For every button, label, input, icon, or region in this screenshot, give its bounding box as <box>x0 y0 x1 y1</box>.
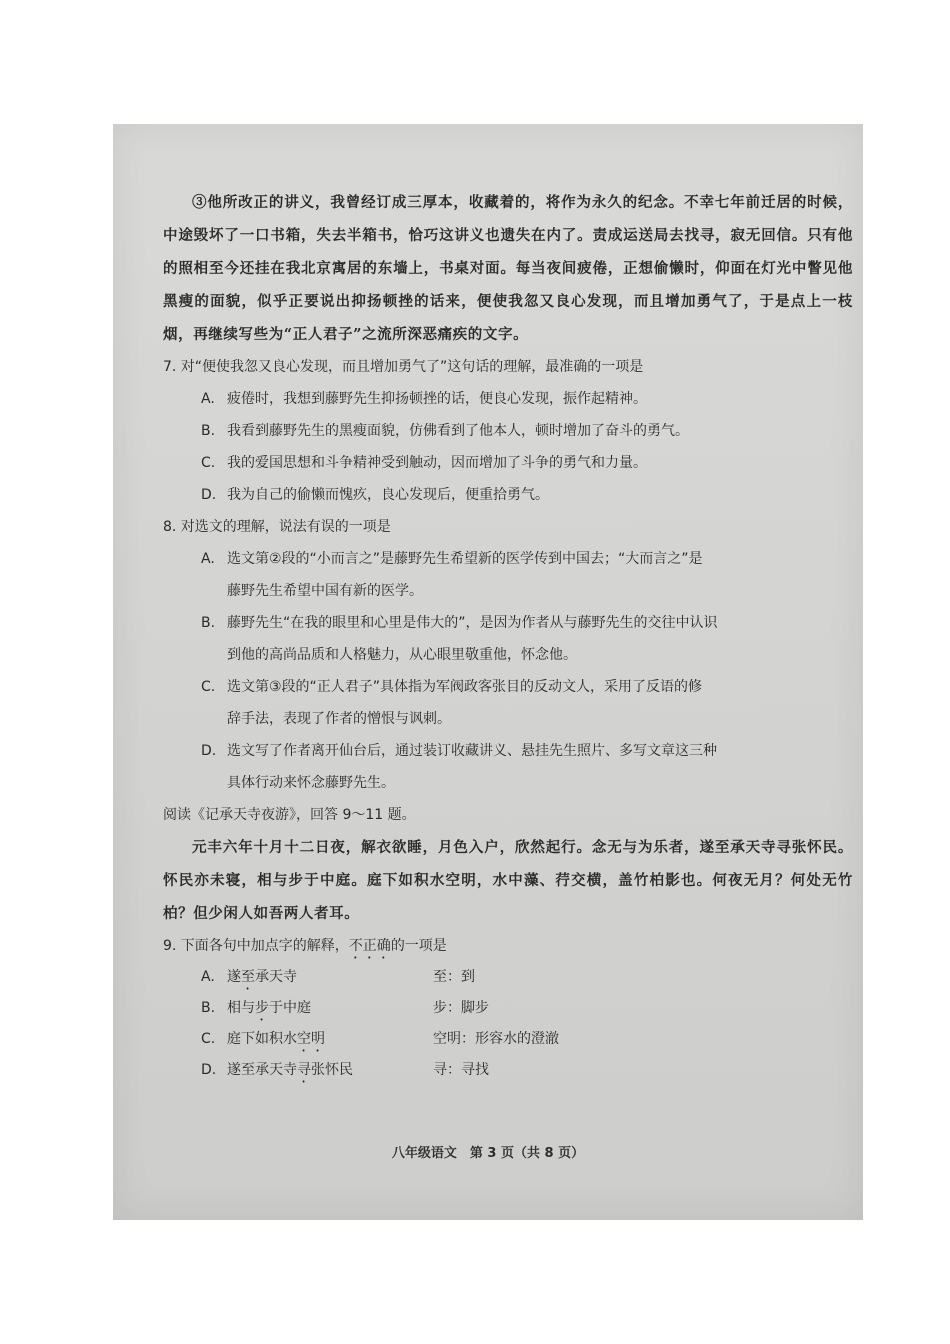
page-footer: 八年级语文 第 3 页（共 8 页） <box>391 1146 585 1161</box>
exam-page <box>113 124 863 1220</box>
question-7-option-c[interactable]: C. 我的爱国思想和斗争精神受到触动，因而增加了斗争的勇气和力量。 <box>201 455 647 471</box>
passage-paragraph-3: ③他所改正的讲义，我曾经订成三厚本，收藏着的，将作为永久的纪念。不幸七年前迁居的时候，中途毁坏了一口书箱，失去半箱书，恰巧这讲义也遗失在内了。责成运送局去找寻，寂无回信。只有他的照相至今还挂在我北京寓居的东墙上，书桌对面。每当夜间疲倦，正想偷懒时，仰面在灯光中瞥见他黑瘦的面貌，似乎正要说出抑扬顿挫的话来，便使我忽又良心发现，而且增加勇气了，于是点上一枝烟，再继续写些为“正人君子”之流所深恶痛疾的文字。 <box>163 194 853 343</box>
question-9-option-c[interactable]: C. 庭下如积水空明 空明：形容水的澄澈 <box>201 1031 559 1047</box>
question-7-option-d[interactable]: D. 我为自己的偷懒而愧疚，良心发现后，便重拾勇气。 <box>201 487 549 503</box>
emphasis-not-correct: 不正确 <box>348 938 391 954</box>
question-7-option-a[interactable]: A. 疲倦时，我想到藤野先生抑扬顿挫的话，便良心发现，振作起精神。 <box>201 391 647 407</box>
question-7-stem: 7. 对“便使我忽又良心发现，而且增加勇气了”这句话的理解，最准确的一项是 <box>163 359 644 375</box>
question-8-stem: 8. 对选文的理解，说法有误的一项是 <box>163 519 391 535</box>
question-9-option-b[interactable]: B. 相与步于中庭 步：脚步 <box>201 1000 489 1016</box>
question-8-option-d[interactable]: D. 选文写了作者离开仙台后，通过装订收藏讲义、悬挂先生照片、多写文章这三种 具体行动来怀念藤野先生。 <box>201 743 717 791</box>
question-9-options <box>163 962 853 1086</box>
question-9-option-d[interactable]: D. 遂至承天寺寻张怀民 寻：寻找 <box>201 1062 489 1078</box>
question-9-option-a[interactable]: A. 遂至承天寺 至：到 <box>201 969 475 985</box>
question-7-options <box>163 383 853 511</box>
question-8-option-a[interactable]: A. 选文第②段的“小而言之”是藤野先生希望新的医学传到中国去；“大而言之”是 藤野先生希望中国有新的医学。 <box>201 551 703 599</box>
question-9-stem: 9. 下面各句中加点字的解释，不正确的一项是 <box>163 938 447 954</box>
question-7-option-b[interactable]: B. 我看到藤野先生的黑瘦面貌，仿佛看到了他本人，顿时增加了奋斗的勇气。 <box>201 423 689 439</box>
classical-text: 元丰六年十月十二日夜，解衣欲睡，月色入户，欣然起行。念无与为乐者，遂至承天寺寻张怀民。怀民亦未寝，相与步于中庭。庭下如积水空明，水中藻、荇交横，盖竹柏影也。何夜无月？何处无竹柏？但少闲人如吾两人者耳。 <box>163 839 853 922</box>
question-8-option-c[interactable]: C. 选文第③段的“正人君子”具体指为军阀政客张目的反动文人，采用了反语的修 辞手法，表现了作者的憎恨与讽刺。 <box>201 679 703 727</box>
reading-instruction: 阅读《记承天寺夜游》，回答 9～11 题。 <box>163 807 416 823</box>
question-8-options <box>163 543 853 799</box>
page-content <box>163 186 853 1086</box>
question-8-option-b[interactable]: B. 藤野先生“在我的眼里和心里是伟大的”，是因为作者从与藤野先生的交往中认识 到他的高尚品质和人格魅力，从心眼里敬重他，怀念他。 <box>201 615 718 663</box>
